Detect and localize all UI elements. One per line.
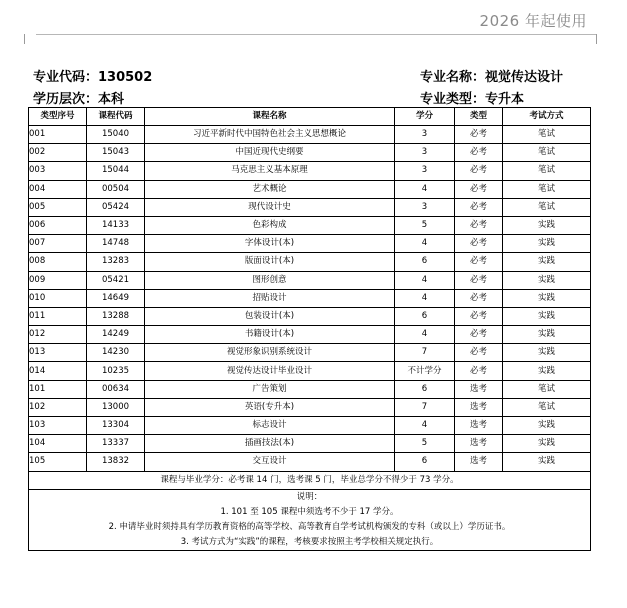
note-line-3: 3. 考试方式为“实践”的课程，考核要求按照主考学校相关规定执行。 [180, 536, 439, 547]
cell-type: 必考 [455, 326, 503, 344]
cell-name: 习近平新时代中国特色社会主义思想概论 [145, 126, 395, 144]
cell-credit: 6 [395, 307, 455, 325]
cell-name: 书籍设计(本) [145, 326, 395, 344]
cell-exam: 笔试 [503, 398, 591, 416]
cell-seq: 004 [29, 180, 87, 198]
page-corner-mark-right [596, 34, 607, 44]
cell-credit: 3 [395, 144, 455, 162]
cell-name: 视觉传达设计毕业设计 [145, 362, 395, 380]
table-row [29, 453, 591, 471]
cell-name: 艺术概论 [145, 180, 395, 198]
cell-seq: 009 [29, 271, 87, 289]
cell-exam: 笔试 [503, 126, 591, 144]
cell-credit: 4 [395, 289, 455, 307]
column-header-seq: 类型序号 [29, 108, 87, 126]
cell-seq: 001 [29, 126, 87, 144]
cell-credit: 5 [395, 216, 455, 234]
cell-code: 00634 [87, 380, 145, 398]
cell-name: 马克思主义基本原理 [145, 162, 395, 180]
cell-code: 13304 [87, 417, 145, 435]
table-row [29, 198, 591, 216]
cell-code: 15044 [87, 162, 145, 180]
cell-exam: 笔试 [503, 198, 591, 216]
cell-exam: 实践 [503, 344, 591, 362]
summary-row [29, 471, 591, 489]
cell-code: 05424 [87, 198, 145, 216]
cell-seq: 105 [29, 453, 87, 471]
table-row [29, 307, 591, 325]
cell-type: 必考 [455, 271, 503, 289]
notes-title: 说明： [296, 491, 323, 502]
cell-exam: 实践 [503, 362, 591, 380]
cell-seq: 010 [29, 289, 87, 307]
cell-credit: 4 [395, 271, 455, 289]
cell-seq: 006 [29, 216, 87, 234]
cell-exam: 实践 [503, 289, 591, 307]
cell-name: 版面设计(本) [145, 253, 395, 271]
cell-exam: 实践 [503, 271, 591, 289]
summary-text: 课程与毕业学分：必考课 14 门，选考课 5 门，毕业总学分不得少于 73 学分。 [29, 471, 591, 489]
table-row [29, 362, 591, 380]
cell-name: 包装设计(本) [145, 307, 395, 325]
cell-name: 中国近现代史纲要 [145, 144, 395, 162]
page-corner-mark-left [14, 34, 25, 44]
cell-name: 标志设计 [145, 417, 395, 435]
cell-seq: 008 [29, 253, 87, 271]
cell-exam: 笔试 [503, 144, 591, 162]
cell-type: 必考 [455, 144, 503, 162]
cell-code: 15040 [87, 126, 145, 144]
cell-exam: 实践 [503, 235, 591, 253]
cell-code: 13000 [87, 398, 145, 416]
cell-credit: 7 [395, 398, 455, 416]
cell-code: 13337 [87, 435, 145, 453]
cell-code: 14249 [87, 326, 145, 344]
table-row [29, 126, 591, 144]
table-row [29, 216, 591, 234]
cell-name: 现代设计史 [145, 198, 395, 216]
cell-type: 必考 [455, 344, 503, 362]
cell-type: 必考 [455, 253, 503, 271]
cell-seq: 102 [29, 398, 87, 416]
cell-code: 13283 [87, 253, 145, 271]
cell-code: 14748 [87, 235, 145, 253]
cell-credit: 6 [395, 380, 455, 398]
cell-type: 必考 [455, 180, 503, 198]
cell-seq: 002 [29, 144, 87, 162]
table-row [29, 289, 591, 307]
cell-code: 00504 [87, 180, 145, 198]
column-header-name: 课程名称 [145, 108, 395, 126]
cell-code: 14649 [87, 289, 145, 307]
notes-row [29, 489, 591, 550]
cell-type: 必考 [455, 126, 503, 144]
major-code: 专业代码：130502 [33, 70, 153, 85]
cell-credit: 5 [395, 435, 455, 453]
cell-code: 10235 [87, 362, 145, 380]
cell-credit: 4 [395, 326, 455, 344]
notes-cell [29, 489, 591, 550]
cell-exam: 实践 [503, 453, 591, 471]
table-row [29, 326, 591, 344]
cell-credit: 6 [395, 453, 455, 471]
cell-name: 色彩构成 [145, 216, 395, 234]
cell-type: 必考 [455, 198, 503, 216]
table-row [29, 380, 591, 398]
major-name: 专业名称：视觉传达设计 [420, 70, 564, 85]
cell-name: 视觉形象识别系统设计 [145, 344, 395, 362]
table-row [29, 253, 591, 271]
cell-seq: 005 [29, 198, 87, 216]
note-line-2: 2. 申请毕业时须持具有学历教育资格的高等学校、高等教育自学考试机构颁发的专科（或以上）学历证书。 [108, 521, 511, 532]
cell-type: 必考 [455, 162, 503, 180]
cell-exam: 实践 [503, 326, 591, 344]
note-line-1: 1. 101 至 105 课程中须选考不少于 17 学分。 [220, 506, 399, 517]
cell-type: 选考 [455, 380, 503, 398]
cell-credit: 7 [395, 344, 455, 362]
table-row [29, 235, 591, 253]
cell-credit: 4 [395, 417, 455, 435]
cell-seq: 007 [29, 235, 87, 253]
cell-code: 14230 [87, 344, 145, 362]
cell-type: 必考 [455, 235, 503, 253]
cell-seq: 012 [29, 326, 87, 344]
cell-credit: 6 [395, 253, 455, 271]
major-type: 专业类型：专升本 [420, 92, 525, 107]
course-table [28, 107, 591, 551]
cell-name: 招贴设计 [145, 289, 395, 307]
cell-name: 广告策划 [145, 380, 395, 398]
cell-type: 选考 [455, 398, 503, 416]
cell-code: 13288 [87, 307, 145, 325]
table-row [29, 417, 591, 435]
cell-seq: 013 [29, 344, 87, 362]
cell-exam: 笔试 [503, 180, 591, 198]
column-header-code: 课程代码 [87, 108, 145, 126]
table-row [29, 144, 591, 162]
cell-seq: 011 [29, 307, 87, 325]
cell-code: 05421 [87, 271, 145, 289]
cell-name: 图形创意 [145, 271, 395, 289]
column-header-exam: 考试方式 [503, 108, 591, 126]
cell-type: 必考 [455, 289, 503, 307]
header-rule [36, 34, 596, 35]
cell-credit: 3 [395, 126, 455, 144]
cell-type: 选考 [455, 417, 503, 435]
cell-exam: 实践 [503, 417, 591, 435]
cell-code: 14133 [87, 216, 145, 234]
cell-credit: 4 [395, 180, 455, 198]
education-level: 学历层次：本科 [33, 92, 125, 107]
table-row [29, 180, 591, 198]
cell-code: 13832 [87, 453, 145, 471]
cell-seq: 003 [29, 162, 87, 180]
column-header-credit: 学分 [395, 108, 455, 126]
cell-code: 15043 [87, 144, 145, 162]
cell-exam: 实践 [503, 435, 591, 453]
table-row [29, 271, 591, 289]
table-row [29, 398, 591, 416]
cell-exam: 笔试 [503, 162, 591, 180]
table-row [29, 162, 591, 180]
cell-name: 英语(专升本) [145, 398, 395, 416]
cell-credit: 3 [395, 198, 455, 216]
column-header-type: 类型 [455, 108, 503, 126]
cell-seq: 103 [29, 417, 87, 435]
table-header-row [29, 108, 591, 126]
cell-type: 选考 [455, 453, 503, 471]
cell-exam: 实践 [503, 216, 591, 234]
cell-seq: 104 [29, 435, 87, 453]
cell-name: 插画技法(本) [145, 435, 395, 453]
cell-seq: 014 [29, 362, 87, 380]
cell-name: 交互设计 [145, 453, 395, 471]
cell-exam: 实践 [503, 307, 591, 325]
cell-credit: 3 [395, 162, 455, 180]
cell-seq: 101 [29, 380, 87, 398]
cell-credit: 不计学分 [395, 362, 455, 380]
cell-exam: 笔试 [503, 380, 591, 398]
table-row [29, 435, 591, 453]
cell-type: 必考 [455, 216, 503, 234]
table-body [29, 126, 591, 472]
cell-exam: 实践 [503, 253, 591, 271]
table-row [29, 344, 591, 362]
cell-type: 必考 [455, 307, 503, 325]
header-year-label: 2026 年起使用 [479, 12, 587, 30]
cell-type: 必考 [455, 362, 503, 380]
cell-type: 选考 [455, 435, 503, 453]
cell-name: 字体设计(本) [145, 235, 395, 253]
cell-credit: 4 [395, 235, 455, 253]
